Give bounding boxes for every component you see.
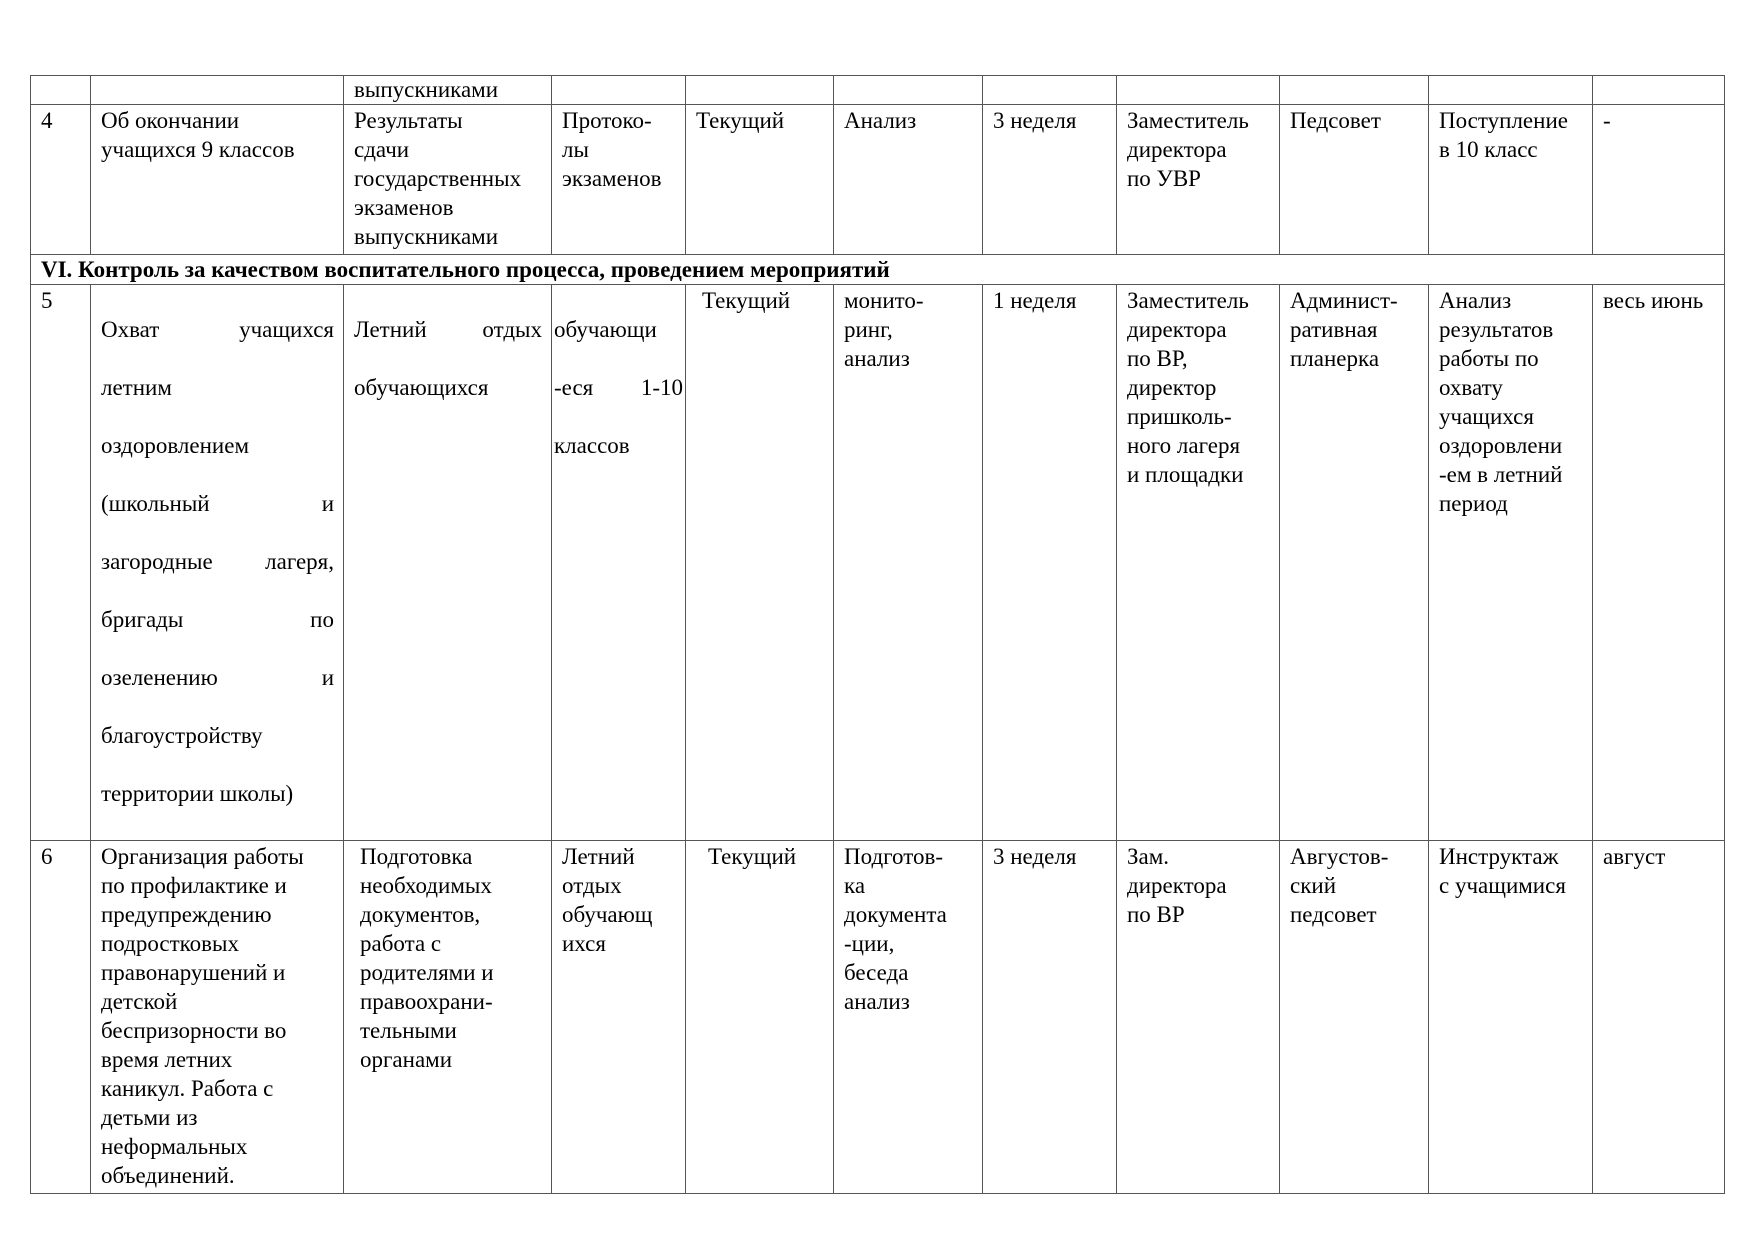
cell-num: 5 bbox=[31, 285, 91, 841]
cell-decision: Поступление в 10 класс bbox=[1429, 105, 1593, 255]
cell-type: Текущий bbox=[686, 285, 834, 841]
cell-form: Летний отдых обучающ ихся bbox=[552, 841, 686, 1194]
topic-line: летним bbox=[101, 375, 172, 400]
cell-num bbox=[31, 76, 91, 105]
cell-decision: Инструктаж с учащимися bbox=[1429, 841, 1593, 1194]
cell-method: Анализ bbox=[834, 105, 983, 255]
document-page bbox=[30, 75, 1724, 1194]
object-line: обучающихся bbox=[354, 375, 489, 400]
cell-num: 4 bbox=[31, 105, 91, 255]
cell-where bbox=[1280, 76, 1429, 105]
cell-object: Подготовка необходимых документов, работа с родителями и правоохрани- тельными органами bbox=[344, 841, 552, 1194]
cell-type bbox=[686, 76, 834, 105]
cell-form bbox=[552, 76, 686, 105]
form-line: -еся 1-10 bbox=[554, 375, 683, 400]
cell-object bbox=[344, 285, 552, 841]
form-line: обучающи bbox=[554, 317, 657, 342]
table-row-5 bbox=[31, 285, 1725, 841]
section-title: VI. Контроль за качеством воспитательного процесса, проведением мероприятий bbox=[31, 255, 1725, 285]
topic-line: (школьный и bbox=[101, 491, 334, 516]
cell-deadline: - bbox=[1593, 105, 1725, 255]
cell-where: Админист- ративная планерка bbox=[1280, 285, 1429, 841]
control-plan-table bbox=[30, 75, 1725, 1194]
topic-line: озеленению и bbox=[101, 665, 334, 690]
cell-responsible: Заместитель директора по ВР, директор пришколь- ного лагеря и площадки bbox=[1117, 285, 1280, 841]
cell-deadline bbox=[1593, 76, 1725, 105]
cell-term: 3 неделя bbox=[983, 841, 1117, 1194]
cell-topic bbox=[91, 76, 344, 105]
cell-topic: Об окончании учащихся 9 классов bbox=[91, 105, 344, 255]
cell-term: 1 неделя bbox=[983, 285, 1117, 841]
topic-line: территории школы) bbox=[101, 781, 294, 806]
topic-line: бригады по bbox=[101, 607, 334, 632]
topic-line: благоустройству bbox=[101, 723, 263, 748]
table-row-4 bbox=[31, 105, 1725, 255]
cell-method: Подготов- ка документа -ции, беседа анализ bbox=[834, 841, 983, 1194]
form-line: классов bbox=[554, 433, 630, 458]
topic-line: оздоровлением bbox=[101, 433, 249, 458]
object-line: Летний отдых bbox=[354, 317, 542, 342]
table-row-continuation bbox=[31, 76, 1725, 105]
cell-topic: Организация работы по профилактике и предупреждению подростковых правонарушений и детской беспризорности во время летних каникул. Работа с детьми из неформальных объединений. bbox=[91, 841, 344, 1194]
cell-type: Текущий bbox=[686, 105, 834, 255]
cell-method bbox=[834, 76, 983, 105]
cell-term bbox=[983, 76, 1117, 105]
cell-deadline: весь июнь bbox=[1593, 285, 1725, 841]
section-header-row bbox=[31, 255, 1725, 285]
cell-term: 3 неделя bbox=[983, 105, 1117, 255]
cell-topic bbox=[91, 285, 344, 841]
cell-object: выпускниками bbox=[344, 76, 552, 105]
cell-method: монито- ринг, анализ bbox=[834, 285, 983, 841]
cell-responsible: Заместитель директора по УВР bbox=[1117, 105, 1280, 255]
cell-responsible bbox=[1117, 76, 1280, 105]
cell-object: Результаты сдачи государственных экзаменов выпускниками bbox=[344, 105, 552, 255]
cell-num: 6 bbox=[31, 841, 91, 1194]
cell-where: Августов- ский педсовет bbox=[1280, 841, 1429, 1194]
cell-form: Протоко- лы экзаменов bbox=[552, 105, 686, 255]
cell-deadline: август bbox=[1593, 841, 1725, 1194]
cell-type: Текущий bbox=[686, 841, 834, 1194]
table-row-6 bbox=[31, 841, 1725, 1194]
cell-where: Педсовет bbox=[1280, 105, 1429, 255]
topic-line: загородные лагеря, bbox=[101, 549, 334, 574]
cell-form bbox=[552, 285, 686, 841]
cell-decision bbox=[1429, 76, 1593, 105]
cell-decision: Анализ результатов работы по охвату учащихся оздоровлени -ем в летний период bbox=[1429, 285, 1593, 841]
topic-line: Охват учащихся bbox=[101, 317, 334, 342]
cell-responsible: Зам. директора по ВР bbox=[1117, 841, 1280, 1194]
